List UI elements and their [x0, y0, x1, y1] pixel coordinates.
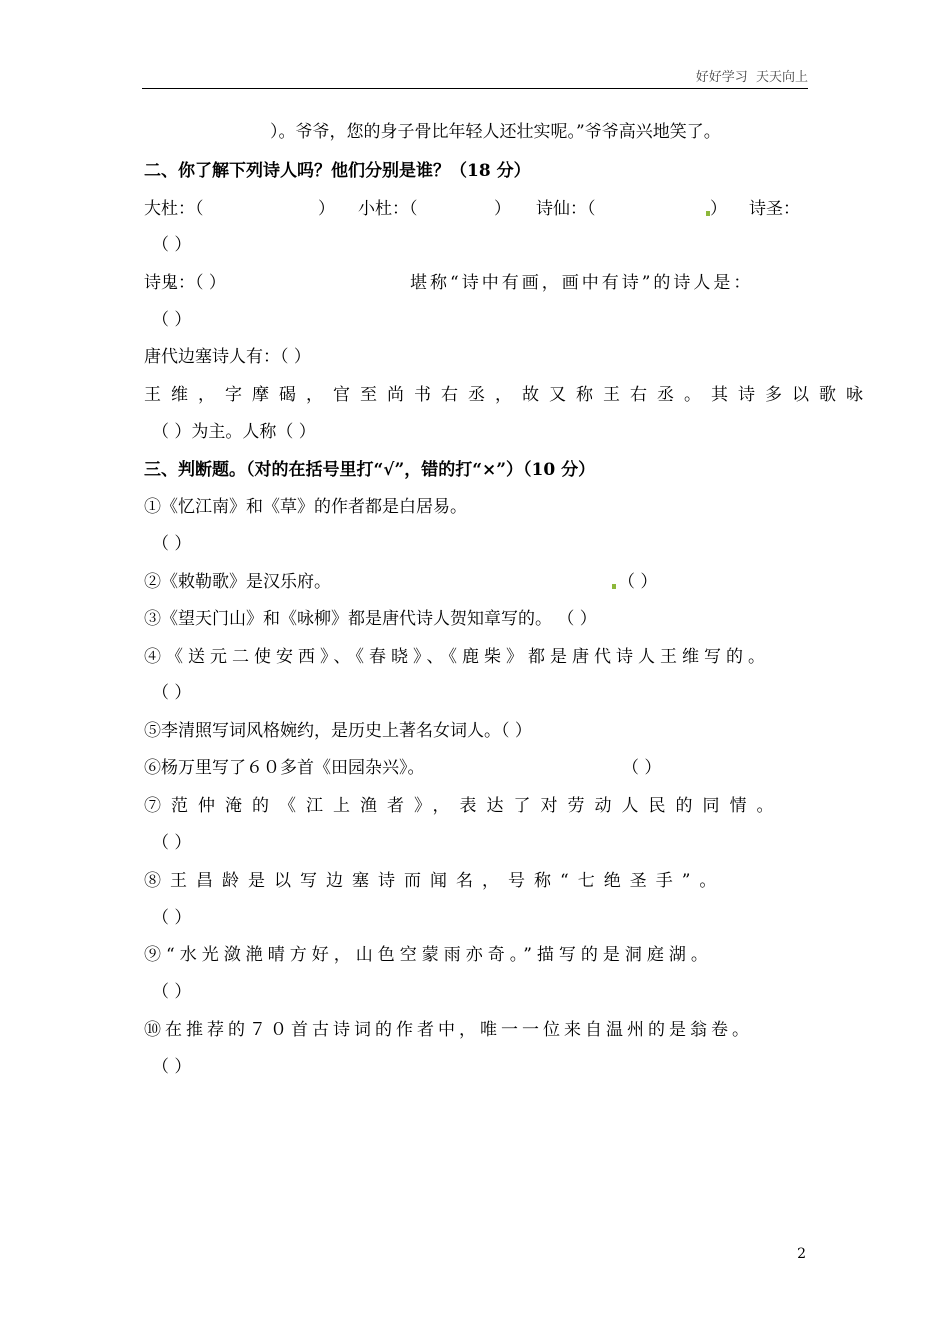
header-divider: [142, 88, 808, 89]
shisheng-answer-blank: （ ）: [152, 235, 192, 255]
xiaodu-close: ）: [494, 199, 511, 219]
question-1-blank: （ ）: [152, 534, 192, 554]
question-6-blank: （ ）: [622, 758, 662, 778]
section-3-title: 三、判断题。（对的在括号里打“√”，错的打“×”）（10 分）: [144, 460, 596, 480]
question-10: ⑩在推荐的７０首古诗词的作者中，唯一一位来自温州的是翁卷。: [144, 1020, 753, 1040]
green-marker: [612, 584, 616, 589]
question-9-blank: （ ）: [152, 982, 192, 1002]
shigui-line: 诗鬼：（ ）: [144, 273, 226, 293]
kancheng-answer-blank: （ ）: [152, 310, 192, 330]
question-8: ⑧王昌龄是以写边塞诗而闻名，号称“七绝圣手”。: [144, 871, 726, 891]
question-4-blank: （ ）: [152, 683, 192, 703]
question-2: ②《敕勒歌》是汉乐府。: [144, 572, 331, 592]
question-9: ⑨“水光潋滟晴方好，山色空蒙雨亦奇。”描写的是洞庭湖。: [144, 945, 713, 965]
question-6: ⑥杨万里写了６０多首《田园杂兴》。: [144, 758, 425, 778]
kancheng-line: 堪称“诗中有画，画中有诗”的诗人是：: [410, 273, 754, 293]
question-5: ⑤李清照写词风格婉约，是历史上著名女词人。（ ）: [144, 721, 532, 741]
question-8-blank: （ ）: [152, 908, 192, 928]
dadu-label: 大杜：（: [144, 199, 204, 219]
question-4: ④《送元二使安西》、《春晓》、《鹿柴》都是唐代诗人王维写的。: [144, 647, 770, 667]
biansai-line: 唐代边塞诗人有：（ ）: [144, 347, 311, 367]
section-2-title: 二、你了解下列诗人吗？他们分别是谁？（18 分）: [144, 161, 531, 181]
question-7: ⑦范仲淹的《江上渔者》，表达了对劳动人民的同情。: [144, 796, 784, 816]
dadu-close: ）: [318, 199, 335, 219]
wangwei-line-2: （ ）为主。人称（ ）: [152, 422, 316, 442]
question-10-blank: （ ）: [152, 1057, 192, 1077]
question-1: ①《忆江南》和《草》的作者都是白居易。: [144, 497, 467, 517]
question-7-blank: （ ）: [152, 833, 192, 853]
question-2-blank: （ ）: [618, 572, 658, 592]
wangwei-line: 王维，字摩碣，官至尚书右丞，故又称王右丞。其诗多以歌咏: [144, 385, 873, 405]
xiaodu-label: 小杜：（: [358, 199, 418, 219]
question-3: ③《望天门山》和《咏柳》都是唐代诗人贺知章写的。 （ ）: [144, 609, 597, 629]
shixian-close: ）: [710, 199, 727, 219]
shixian-label: 诗仙：（: [536, 199, 596, 219]
shisheng-label: 诗圣：: [749, 199, 800, 219]
continuation-line: ）。爷爷，您的身子骨比年轻人还壮实呢。”爷爷高兴地笑了。: [270, 122, 721, 142]
page-number: 2: [797, 1246, 806, 1262]
header-motto: 好好学习 天天向上: [695, 70, 808, 85]
